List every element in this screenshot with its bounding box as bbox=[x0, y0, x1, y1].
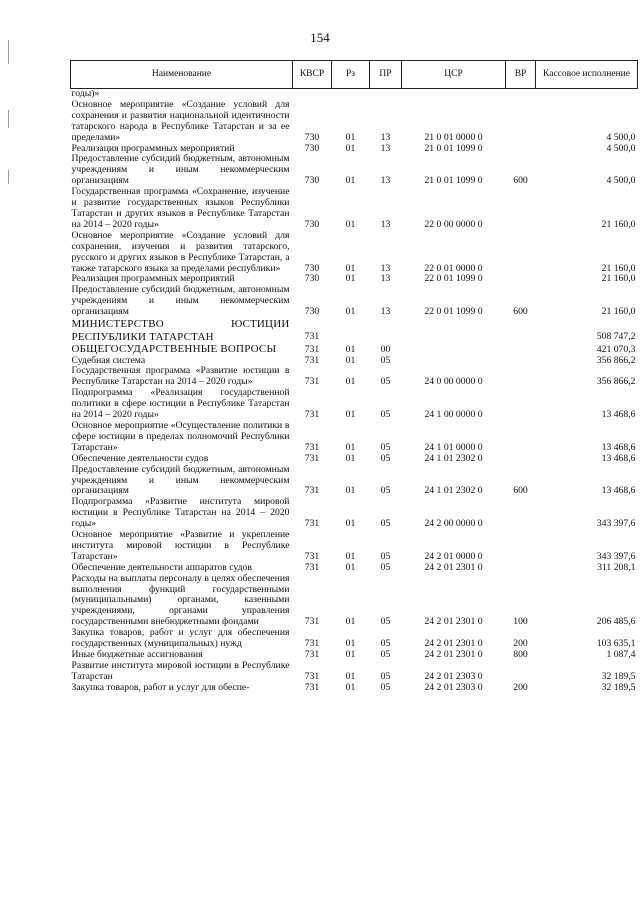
row-csr: 24 2 01 2301 0 bbox=[424, 616, 483, 628]
row-pr: 13 bbox=[380, 131, 391, 143]
row-rz: 01 bbox=[345, 681, 356, 693]
col-header-rz: Рз bbox=[332, 61, 370, 89]
table-row bbox=[71, 454, 638, 465]
row-csr bbox=[402, 356, 506, 367]
row-amount: 13 468,6 bbox=[601, 452, 636, 464]
row-name: Основное мероприятие «Создание условий для сохранения, изучения и развития татарского, русского и других языков в Республике Татарстан, а также татарского языка за пределами республики» bbox=[71, 229, 290, 274]
row-csr: 24 2 00 0000 0 bbox=[424, 518, 483, 530]
row-csr: 21 0 01 1099 0 bbox=[424, 175, 483, 187]
table-row bbox=[71, 497, 638, 530]
row-vr bbox=[506, 274, 536, 285]
row-vr: 200 bbox=[513, 638, 528, 650]
row-csr: 24 2 01 0000 0 bbox=[424, 550, 483, 562]
row-rz: 01 bbox=[345, 638, 356, 650]
row-kvsr: 730 bbox=[304, 273, 320, 285]
row-name: Предоставление субсидий бюджетным, автономным учреждениям и иным некоммерческим организациям bbox=[71, 153, 290, 187]
row-amount: 343 397,6 bbox=[596, 518, 636, 530]
row-csr bbox=[402, 343, 506, 356]
row-pr: 05 bbox=[380, 681, 391, 693]
row-vr bbox=[506, 187, 536, 231]
row-csr: 24 2 01 2301 0 bbox=[424, 638, 483, 650]
row-pr: 05 bbox=[380, 561, 391, 573]
col-header-csr: ЦСР bbox=[402, 61, 506, 89]
row-kvsr: 731 bbox=[304, 331, 320, 343]
row-amount: 508 747,2 bbox=[596, 331, 636, 343]
row-amount: 206 485,6 bbox=[596, 616, 636, 628]
row-pr: 13 bbox=[380, 306, 391, 318]
table-row bbox=[71, 285, 638, 318]
row-vr bbox=[506, 388, 536, 421]
row-rz: 01 bbox=[345, 343, 356, 355]
row-pr: 13 bbox=[380, 218, 391, 230]
table-row bbox=[71, 187, 638, 231]
row-kvsr: 730 bbox=[304, 142, 320, 154]
row-kvsr: 731 bbox=[304, 343, 320, 355]
table-row bbox=[71, 100, 638, 144]
row-csr: 24 2 01 2303 0 bbox=[424, 681, 483, 693]
row-name: Развитие института мировой юстиции в Республике Татарстан bbox=[71, 659, 290, 682]
row-rz: 01 bbox=[345, 218, 356, 230]
row-kvsr: 731 bbox=[304, 409, 320, 421]
row-kvsr: 731 bbox=[304, 638, 320, 650]
row-amount: 1 087,4 bbox=[606, 649, 636, 660]
row-kvsr: 731 bbox=[304, 441, 320, 453]
row-amount: 13 468,6 bbox=[601, 485, 636, 497]
row-kvsr: 731 bbox=[304, 376, 320, 388]
row-name: Обеспечение деятельности аппаратов судов bbox=[71, 561, 252, 573]
row-kvsr: 731 bbox=[304, 452, 320, 464]
row-rz: 01 bbox=[345, 452, 356, 464]
row-name: Обеспечение деятельности судов bbox=[71, 452, 209, 464]
row-amount: 4 500,0 bbox=[606, 175, 636, 187]
col-header-amount: Кассовое исполнение bbox=[536, 61, 638, 89]
row-kvsr bbox=[293, 89, 332, 100]
table-row bbox=[71, 530, 638, 563]
table-row bbox=[71, 421, 638, 454]
row-name: Государственная программа «Развитие юстиции в Республике Татарстан на 2014 – 2020 годы» bbox=[71, 365, 290, 388]
binding-mark bbox=[8, 110, 9, 128]
row-amount: 311 208,1 bbox=[597, 561, 636, 573]
table-row bbox=[71, 366, 638, 388]
row-pr: 05 bbox=[380, 354, 391, 366]
row-rz: 01 bbox=[345, 649, 356, 660]
row-amount: 13 468,6 bbox=[601, 441, 636, 453]
row-name: Предоставление субсидий бюджетным, автономным учреждениям и иным некоммерческим организациям bbox=[71, 463, 290, 497]
row-name: Реализация программных мероприятий bbox=[71, 142, 235, 154]
row-rz: 01 bbox=[345, 376, 356, 388]
row-rz: 01 bbox=[345, 518, 356, 530]
row-csr: 24 1 01 2302 0 bbox=[424, 452, 483, 464]
row-rz bbox=[332, 318, 370, 343]
row-amount: 421 070,3 bbox=[596, 343, 636, 355]
row-rz: 01 bbox=[345, 273, 356, 285]
table-row bbox=[71, 318, 638, 343]
row-rz: 01 bbox=[345, 561, 356, 573]
row-amount: 4 500,0 bbox=[606, 142, 636, 154]
row-amount: 21 160,0 bbox=[601, 262, 636, 274]
row-kvsr: 730 bbox=[304, 306, 320, 318]
row-name: Предоставление субсидий бюджетным, автономным учреждениям и иным некоммерческим организациям bbox=[71, 284, 290, 318]
row-pr: 00 bbox=[380, 343, 391, 355]
row-pr: 13 bbox=[380, 273, 391, 285]
row-vr: 600 bbox=[513, 485, 528, 497]
row-kvsr: 731 bbox=[304, 649, 320, 660]
row-pr: 05 bbox=[380, 485, 391, 497]
table-row bbox=[71, 628, 638, 650]
row-kvsr: 730 bbox=[304, 218, 320, 230]
row-vr bbox=[506, 661, 536, 683]
table-row bbox=[71, 661, 638, 683]
row-pr: 05 bbox=[380, 376, 391, 388]
row-amount bbox=[536, 89, 638, 100]
page-number: 154 bbox=[310, 30, 330, 45]
row-pr: 05 bbox=[380, 409, 391, 421]
row-amount: 103 635,1 bbox=[596, 638, 636, 650]
row-amount: 32 189,5 bbox=[601, 670, 636, 682]
row-kvsr: 731 bbox=[304, 561, 320, 573]
row-csr: 24 2 01 2301 0 bbox=[424, 561, 483, 573]
row-csr: 22 0 01 0000 0 bbox=[424, 262, 483, 274]
row-csr: 24 2 01 2303 0 bbox=[424, 670, 483, 682]
row-pr bbox=[370, 318, 402, 343]
table-header-row bbox=[71, 61, 638, 89]
row-vr bbox=[506, 89, 536, 100]
binding-mark bbox=[8, 40, 9, 64]
row-amount: 21 160,0 bbox=[601, 218, 636, 230]
row-kvsr: 731 bbox=[304, 616, 320, 628]
row-vr bbox=[506, 318, 536, 343]
row-amount: 356 866,2 bbox=[596, 376, 636, 388]
row-name: Государственная программа «Сохранение, изучение и развитие государственных языков Республики Татарстан и других языков в Республике Татарстан на 2014 – 2020 годы» bbox=[71, 186, 290, 230]
row-rz: 01 bbox=[345, 142, 356, 154]
row-kvsr: 730 bbox=[304, 131, 320, 143]
row-name: Закупка товаров, работ и услуг для обеспечения государственных (муниципальных) нужд bbox=[71, 627, 290, 650]
row-rz: 01 bbox=[345, 616, 356, 628]
row-vr bbox=[506, 563, 536, 574]
row-pr: 05 bbox=[380, 518, 391, 530]
row-name: Реализация программных мероприятий bbox=[71, 273, 235, 285]
row-amount: 343 397,6 bbox=[596, 550, 636, 562]
row-name: Основное мероприятие «Развитие и укрепление института мировой юстиции в Республике Татарстан» bbox=[71, 529, 290, 562]
row-vr bbox=[506, 530, 536, 563]
row-kvsr: 730 bbox=[304, 175, 320, 187]
table-row bbox=[71, 574, 638, 629]
row-vr bbox=[506, 366, 536, 388]
row-csr bbox=[402, 89, 506, 100]
table-row bbox=[71, 388, 638, 421]
row-amount: 21 160,0 bbox=[601, 273, 636, 285]
row-amount: 13 468,6 bbox=[601, 409, 636, 421]
row-kvsr: 731 bbox=[304, 354, 320, 366]
row-name: ОБЩЕГОСУДАРСТВЕННЫЕ ВОПРОСЫ bbox=[71, 343, 277, 356]
row-kvsr: 731 bbox=[304, 550, 320, 562]
row-pr: 05 bbox=[380, 638, 391, 650]
row-csr: 24 2 01 2301 0 bbox=[424, 649, 483, 660]
col-header-kvsr: КВСР bbox=[293, 61, 332, 89]
row-rz: 01 bbox=[345, 441, 356, 453]
row-vr: 100 bbox=[513, 616, 528, 628]
row-csr: 22 0 01 1099 0 bbox=[424, 306, 483, 318]
row-csr: 24 1 01 0000 0 bbox=[424, 441, 483, 453]
row-pr: 05 bbox=[380, 616, 391, 628]
row-rz: 01 bbox=[345, 262, 356, 274]
row-vr: 200 bbox=[513, 681, 528, 693]
row-kvsr: 731 bbox=[304, 485, 320, 497]
row-rz: 01 bbox=[345, 550, 356, 562]
row-amount: 356 866,2 bbox=[596, 354, 636, 366]
row-vr: 800 bbox=[513, 649, 528, 660]
row-vr bbox=[506, 231, 536, 275]
row-pr: 05 bbox=[380, 550, 391, 562]
row-csr: 21 0 01 1099 0 bbox=[424, 142, 483, 154]
table-row bbox=[71, 154, 638, 187]
row-csr: 24 1 01 2302 0 bbox=[424, 485, 483, 497]
row-vr: 600 bbox=[513, 175, 528, 187]
row-csr: 24 1 00 0000 0 bbox=[424, 409, 483, 421]
row-rz bbox=[332, 89, 370, 100]
row-pr: 05 bbox=[380, 670, 391, 682]
row-name: Основное мероприятие «Создание условий для сохранения и развития национальной идентичности татарского народа в Республике Татарстан и за ее пределами» bbox=[71, 98, 290, 143]
row-amount: 4 500,0 bbox=[606, 131, 636, 143]
row-vr bbox=[506, 356, 536, 367]
row-vr: 600 bbox=[513, 306, 528, 318]
row-csr: 24 0 00 0000 0 bbox=[424, 376, 483, 388]
row-vr bbox=[506, 454, 536, 465]
row-pr: 05 bbox=[380, 441, 391, 453]
row-pr: 13 bbox=[380, 142, 391, 154]
row-pr: 13 bbox=[380, 262, 391, 274]
row-name: Закупка товаров, работ и услуг для обеспе- bbox=[71, 681, 250, 693]
row-amount: 21 160,0 bbox=[601, 306, 636, 318]
col-header-name: Наименование bbox=[71, 61, 293, 89]
row-rz: 01 bbox=[345, 485, 356, 497]
row-kvsr: 731 bbox=[304, 670, 320, 682]
table-row bbox=[71, 343, 638, 356]
row-csr: 22 0 00 0000 0 bbox=[424, 218, 483, 230]
row-csr: 21 0 01 0000 0 bbox=[424, 131, 483, 143]
row-name: МИНИСТЕРСТВО ЮСТИЦИИ РЕСПУБЛИКИ ТАТАРСТАН bbox=[71, 318, 290, 343]
row-rz: 01 bbox=[345, 670, 356, 682]
row-amount: 32 189,5 bbox=[601, 681, 636, 693]
row-vr bbox=[506, 144, 536, 155]
row-csr bbox=[402, 318, 506, 343]
row-vr bbox=[506, 421, 536, 454]
table-row bbox=[71, 231, 638, 275]
row-name: Подпрограмма «Развитие института мировой юстиции в Республике Татарстан на 2014 – 2020 годы» bbox=[71, 496, 290, 530]
row-kvsr: 731 bbox=[304, 518, 320, 530]
col-header-pr: ПР bbox=[370, 61, 402, 89]
row-pr bbox=[370, 89, 402, 100]
row-rz: 01 bbox=[345, 354, 356, 366]
budget-table bbox=[70, 60, 638, 694]
row-kvsr: 730 bbox=[304, 262, 320, 274]
row-name: Подпрограмма «Реализация государственной политики в сфере юстиции в Республике Татарстан на 2014 – 2020 годы» bbox=[71, 387, 290, 421]
binding-mark bbox=[8, 170, 9, 184]
row-rz: 01 bbox=[345, 306, 356, 318]
row-csr: 22 0 01 1099 0 bbox=[424, 273, 483, 285]
col-header-vr: ВР bbox=[506, 61, 536, 89]
row-name: Расходы на выплаты персоналу в целях обеспечения выполнения функций государственными (муниципальными) органами, казенными учреждениями, органами управления государственными внебюджетными фондами bbox=[71, 572, 290, 628]
row-name: Судебная система bbox=[71, 354, 146, 366]
table-row bbox=[71, 465, 638, 498]
row-rz: 01 bbox=[345, 175, 356, 187]
row-name: Основное мероприятие «Осуществление политики в сфере юстиции в пределах полномочий Республики Татарстан» bbox=[71, 419, 290, 453]
row-pr: 13 bbox=[380, 175, 391, 187]
row-name: Иные бюджетные ассигнования bbox=[71, 649, 203, 660]
row-rz: 01 bbox=[345, 409, 356, 421]
row-vr bbox=[506, 343, 536, 356]
row-name: годы)» bbox=[71, 88, 100, 99]
row-pr: 05 bbox=[380, 452, 391, 464]
row-rz: 01 bbox=[345, 131, 356, 143]
row-vr bbox=[506, 497, 536, 530]
row-pr: 05 bbox=[380, 649, 391, 660]
row-kvsr: 731 bbox=[304, 681, 320, 693]
row-vr bbox=[506, 100, 536, 144]
table-row bbox=[71, 683, 638, 694]
